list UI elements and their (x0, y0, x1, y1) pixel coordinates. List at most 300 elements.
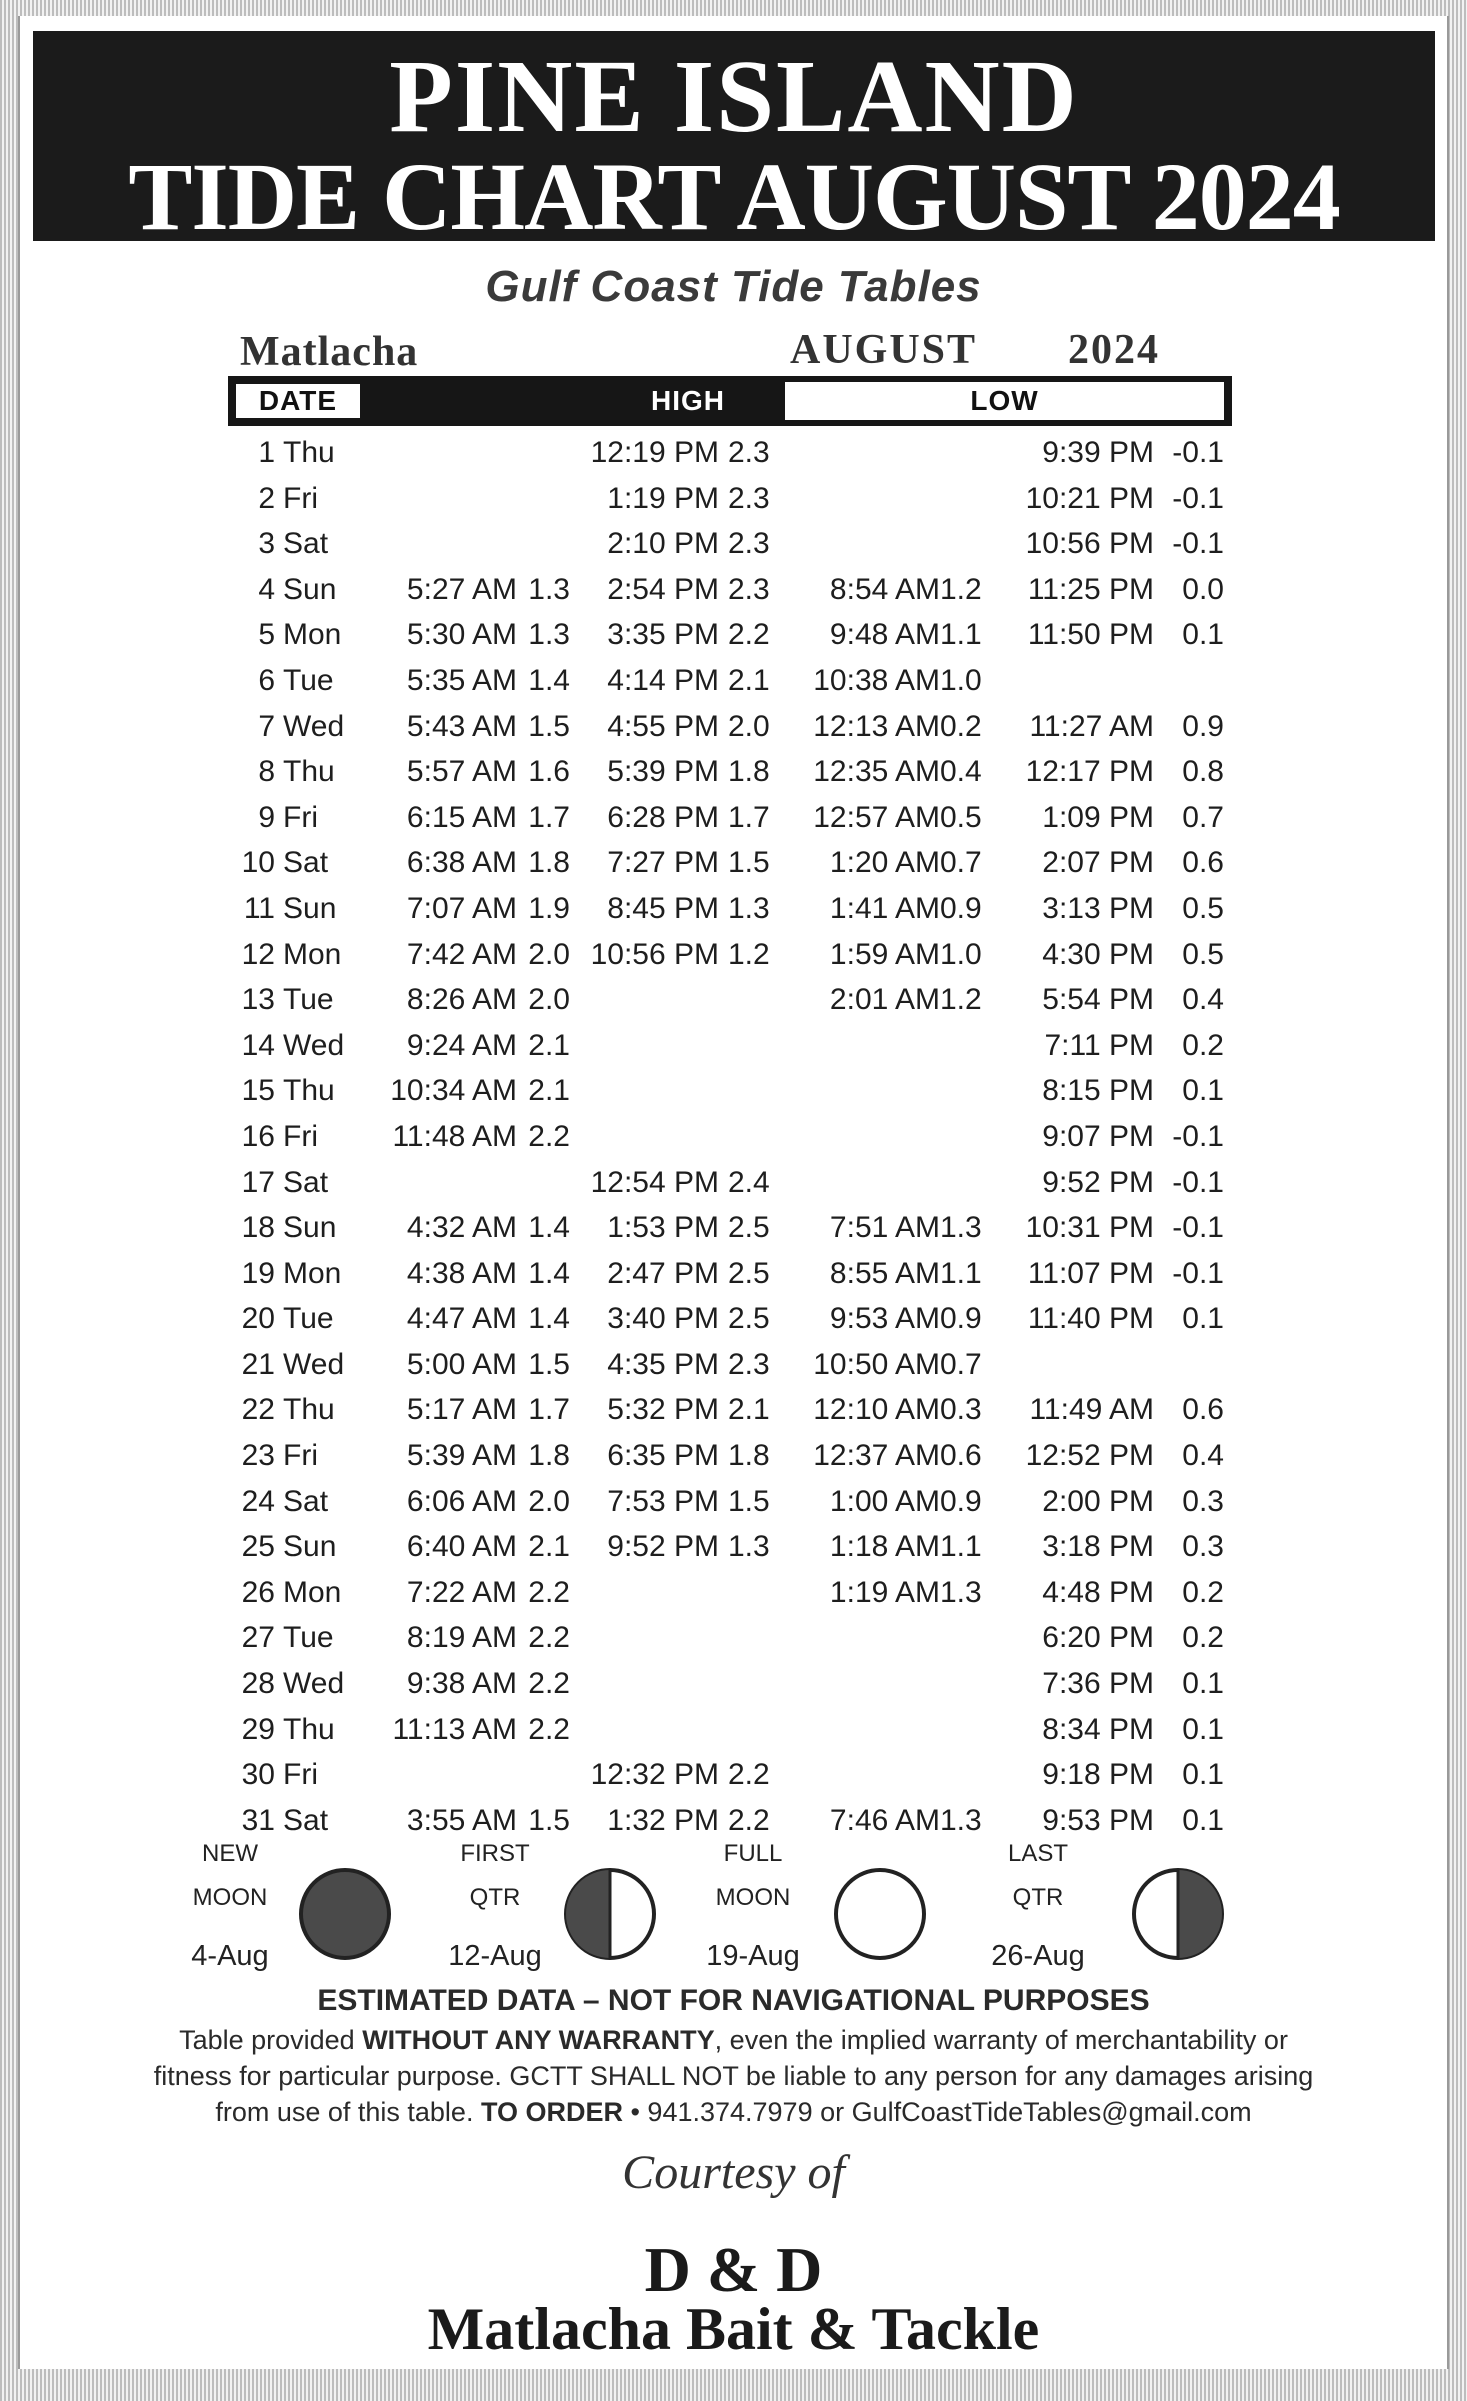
high-height-2: 2.3 (728, 527, 770, 561)
low-height-1: 1.2 (940, 572, 982, 606)
disclaimer-part: Table provided (179, 2025, 363, 2055)
high-time-1: 4:38 AM (406, 1256, 517, 1290)
day-number: 23 (241, 1439, 275, 1473)
low-height-1: 0.4 (940, 755, 982, 789)
table-row (0, 567, 1467, 613)
high-height-2: 1.8 (728, 1439, 770, 1473)
high-time-2: 1:32 PM (607, 1803, 719, 1837)
low-time-1: 7:51 AM (829, 1211, 940, 1245)
day-of-week: Fri (283, 1758, 318, 1792)
low-height-1: 0.5 (940, 800, 982, 834)
table-row (0, 1479, 1467, 1525)
high-time-1: 6:38 AM (406, 846, 517, 880)
high-height-2: 1.8 (728, 755, 770, 789)
moon-label-line2: QTR (469, 1884, 521, 1911)
day-of-week: Sat (283, 846, 329, 880)
high-time-2: 4:35 PM (607, 1347, 719, 1381)
moon-label-line2: QTR (1012, 1884, 1064, 1911)
day-number: 12 (241, 937, 275, 971)
high-height-2: 1.3 (728, 1530, 770, 1564)
disclaimer-warranty: WITHOUT ANY WARRANTY (362, 2025, 715, 2055)
low-time-2: 9:18 PM (1042, 1758, 1154, 1792)
high-time-1: 8:19 AM (406, 1621, 517, 1655)
low-height-1: 0.9 (940, 1302, 982, 1336)
day-number: 4 (258, 572, 275, 606)
low-height-1: 1.3 (940, 1803, 982, 1837)
day-of-week: Mon (283, 1575, 342, 1609)
location-label: Matlacha (240, 329, 419, 375)
table-row (0, 977, 1467, 1023)
table-row (0, 886, 1467, 932)
tide-table (0, 430, 1467, 1843)
high-time-2: 12:32 PM (590, 1758, 719, 1792)
day-of-week: Sun (283, 572, 337, 606)
moon-label-line1: LAST (1007, 1840, 1069, 1867)
table-header (228, 376, 1232, 426)
day-of-week: Tue (283, 1621, 334, 1655)
high-time-2: 7:27 PM (607, 846, 719, 880)
high-height-2: 2.3 (728, 481, 770, 515)
low-height-2: -0.1 (1172, 436, 1224, 469)
day-of-week: Sat (283, 1803, 329, 1837)
low-height-2: 0.5 (1182, 937, 1224, 971)
low-height-2: 0.3 (1182, 1484, 1224, 1518)
low-time-1: 1:00 AM (829, 1484, 940, 1518)
low-height-2: 0.1 (1182, 1712, 1224, 1746)
high-time-2: 6:28 PM (607, 800, 719, 834)
day-of-week: Tue (283, 983, 334, 1017)
table-row (0, 521, 1467, 567)
low-height-2: 0.6 (1182, 1393, 1224, 1427)
low-height-1: 1.0 (940, 937, 982, 971)
first-quarter-icon (562, 1866, 658, 1962)
low-time-2: 6:20 PM (1042, 1621, 1154, 1655)
high-time-1: 8:26 AM (406, 983, 517, 1017)
low-height-1: 1.1 (940, 1530, 982, 1564)
day-of-week: Thu (283, 1074, 335, 1108)
low-time-2: 8:34 PM (1042, 1712, 1154, 1746)
high-time-2: 5:32 PM (607, 1393, 719, 1427)
high-height-2: 2.4 (728, 1165, 770, 1199)
high-height-1: 1.5 (528, 1347, 570, 1381)
day-number: 20 (241, 1302, 275, 1336)
day-of-week: Tue (283, 1302, 334, 1336)
low-height-2: -0.1 (1172, 1119, 1224, 1153)
banner-line1: PINE ISLAND (389, 39, 1079, 154)
low-time-2: 11:50 PM (1027, 618, 1154, 652)
low-time-1: 9:48 AM (829, 618, 940, 652)
first-quarter-date: 12-Aug (448, 1940, 542, 1972)
low-time-2: 7:36 PM (1042, 1667, 1154, 1701)
last-quarter-icon (1130, 1866, 1226, 1962)
low-time-2: 4:48 PM (1042, 1575, 1154, 1609)
high-height-1: 1.8 (528, 1439, 570, 1473)
high-height-2: 2.2 (728, 618, 770, 652)
low-time-1: 1:59 AM (829, 937, 940, 971)
low-time-1: 1:41 AM (829, 891, 940, 925)
day-of-week: Sat (283, 1165, 329, 1199)
high-height-1: 1.7 (528, 1393, 570, 1427)
high-height-2: 2.5 (728, 1256, 770, 1290)
day-of-week: Sat (283, 1484, 329, 1518)
table-row (0, 612, 1467, 658)
high-time-1: 3:55 AM (406, 1803, 517, 1837)
low-time-1: 12:37 AM (813, 1439, 940, 1473)
low-time-1: 12:13 AM (813, 709, 940, 743)
high-height-1: 2.2 (528, 1119, 570, 1153)
low-height-1: 1.0 (940, 663, 982, 697)
high-height-1: 2.2 (528, 1667, 570, 1701)
high-time-1: 5:30 AM (406, 618, 517, 652)
low-time-2: 3:18 PM (1042, 1530, 1154, 1564)
high-time-1: 9:24 AM (406, 1028, 517, 1062)
low-time-2: 9:53 PM (1042, 1803, 1154, 1837)
table-row (0, 1068, 1467, 1114)
high-height-1: 1.7 (528, 800, 570, 834)
high-height-2: 2.0 (728, 709, 770, 743)
low-time-2: 7:11 PM (1044, 1028, 1154, 1062)
table-row (0, 1296, 1467, 1342)
high-height-1: 1.4 (528, 1256, 570, 1290)
low-time-2: 12:17 PM (1025, 755, 1154, 789)
full-moon-icon (832, 1866, 928, 1962)
day-of-week: Thu (283, 1712, 335, 1746)
day-of-week: Fri (283, 1119, 318, 1153)
low-height-2: 0.3 (1182, 1530, 1224, 1564)
day-number: 21 (241, 1347, 275, 1381)
high-height-1: 2.2 (528, 1575, 570, 1609)
low-time-2: 3:13 PM (1042, 891, 1154, 925)
day-of-week: Sun (283, 1530, 337, 1564)
low-time-1: 9:53 AM (829, 1302, 940, 1336)
low-time-1: 1:18 AM (829, 1530, 940, 1564)
low-time-2: 10:31 PM (1025, 1211, 1154, 1245)
table-row (0, 1524, 1467, 1570)
high-time-1: 7:07 AM (406, 891, 517, 925)
day-number: 13 (241, 983, 275, 1017)
high-time-2: 2:10 PM (607, 527, 719, 561)
day-number: 25 (241, 1530, 275, 1564)
day-of-week: Mon (283, 1256, 342, 1290)
low-height-2: 0.1 (1182, 1074, 1224, 1108)
sponsor-shop: Matlacha Bait & Tackle (427, 2296, 1040, 2362)
low-time-1: 1:19 AM (829, 1575, 940, 1609)
high-height-1: 1.4 (528, 1211, 570, 1245)
table-row (0, 1433, 1467, 1479)
day-number: 10 (241, 846, 275, 880)
low-height-2: -0.1 (1172, 1211, 1224, 1245)
table-row (0, 476, 1467, 522)
low-time-2: 10:56 PM (1025, 527, 1154, 561)
low-height-1: 0.9 (940, 891, 982, 925)
table-row (0, 749, 1467, 795)
high-time-2: 2:54 PM (607, 572, 719, 606)
day-number: 24 (241, 1484, 275, 1518)
title-banner (33, 31, 1435, 250)
low-height-2: 0.6 (1182, 846, 1224, 880)
high-time-2: 7:53 PM (607, 1484, 719, 1518)
high-time-1: 4:32 AM (406, 1211, 517, 1245)
low-time-2: 11:40 PM (1027, 1302, 1154, 1336)
header-low: LOW (970, 385, 1039, 416)
high-time-1: 9:38 AM (406, 1667, 517, 1701)
source-title: Gulf Coast Tide Tables (485, 262, 982, 311)
low-time-2: 9:07 PM (1042, 1119, 1154, 1153)
high-height-1: 1.4 (528, 663, 570, 697)
low-height-1: 0.9 (940, 1484, 982, 1518)
table-row (0, 1205, 1467, 1251)
high-height-1: 2.1 (528, 1530, 570, 1564)
low-time-2: 1:09 PM (1042, 800, 1154, 834)
low-time-2: 9:52 PM (1042, 1165, 1154, 1199)
high-time-1: 6:06 AM (406, 1484, 517, 1518)
day-of-week: Sat (283, 527, 329, 561)
low-time-2: 10:21 PM (1025, 481, 1154, 515)
day-of-week: Fri (283, 800, 318, 834)
day-number: 14 (241, 1028, 275, 1062)
new-moon-date: 4-Aug (191, 1940, 269, 1972)
high-height-2: 2.3 (728, 572, 770, 606)
low-height-2: 0.2 (1182, 1028, 1224, 1062)
low-height-2: 0.5 (1182, 891, 1224, 925)
high-time-2: 4:14 PM (607, 663, 719, 697)
high-height-2: 1.2 (728, 937, 770, 971)
table-row (0, 1615, 1467, 1661)
day-number: 31 (241, 1803, 275, 1837)
table-row (0, 658, 1467, 704)
disclaimer-text (150, 2022, 1317, 2130)
day-of-week: Thu (283, 1393, 335, 1427)
day-number: 26 (241, 1575, 275, 1609)
high-time-2: 1:53 PM (607, 1211, 719, 1245)
day-number: 11 (243, 891, 275, 925)
low-time-2: 4:30 PM (1042, 937, 1154, 971)
year-label: 2024 (1068, 327, 1160, 373)
low-height-1: 1.2 (940, 983, 982, 1017)
day-number: 3 (258, 527, 275, 561)
day-number: 6 (258, 663, 275, 697)
high-height-1: 2.2 (528, 1712, 570, 1746)
high-time-2: 3:35 PM (607, 618, 719, 652)
high-height-2: 2.5 (728, 1211, 770, 1245)
high-time-2: 12:54 PM (590, 1165, 719, 1199)
low-time-2: 11:25 PM (1027, 572, 1154, 606)
full-moon-date: 19-Aug (706, 1940, 800, 1972)
high-time-1: 10:34 AM (390, 1074, 517, 1108)
high-time-1: 11:13 AM (392, 1712, 517, 1746)
high-time-2: 9:52 PM (607, 1530, 719, 1564)
high-height-1: 2.0 (528, 937, 570, 971)
table-row (0, 704, 1467, 750)
moon-label-line1: FULL (723, 1840, 783, 1867)
banner-line2: TIDE CHART AUGUST 2024 (128, 143, 1340, 250)
low-height-1: 1.1 (940, 1256, 982, 1290)
high-time-1: 5:27 AM (406, 572, 517, 606)
day-number: 16 (241, 1119, 275, 1153)
high-height-2: 2.1 (728, 663, 770, 697)
high-height-1: 1.5 (528, 709, 570, 743)
low-time-1: 10:50 AM (813, 1347, 940, 1381)
high-time-1: 11:48 AM (392, 1119, 517, 1153)
low-time-2: 2:07 PM (1042, 846, 1154, 880)
low-height-2: -0.1 (1172, 527, 1224, 561)
day-of-week: Thu (283, 436, 335, 469)
first-quarter-label (435, 1832, 555, 1920)
last-quarter-label (978, 1832, 1098, 1920)
high-time-1: 5:39 AM (406, 1439, 517, 1473)
high-height-2: 1.3 (728, 891, 770, 925)
high-time-1: 5:43 AM (406, 709, 517, 743)
day-number: 5 (258, 618, 275, 652)
high-time-1: 7:22 AM (406, 1575, 517, 1609)
table-row (0, 1707, 1467, 1753)
low-time-1: 2:01 AM (829, 983, 940, 1017)
low-height-2: 0.1 (1182, 618, 1224, 652)
low-time-2: 2:00 PM (1042, 1484, 1154, 1518)
table-row (0, 1114, 1467, 1160)
high-height-1: 2.1 (528, 1074, 570, 1108)
moon-label-line2: MOON (192, 1884, 268, 1911)
low-height-2: 0.1 (1182, 1758, 1224, 1792)
moon-label-line2: MOON (715, 1884, 791, 1911)
day-of-week: Sun (283, 891, 337, 925)
low-height-2: 0.1 (1182, 1667, 1224, 1701)
high-height-2: 1.7 (728, 800, 770, 834)
low-height-1: 1.3 (940, 1211, 982, 1245)
low-height-1: 1.1 (940, 618, 982, 652)
table-row (0, 430, 1467, 476)
high-height-2: 2.3 (728, 1347, 770, 1381)
low-height-1: 0.7 (940, 846, 982, 880)
high-height-1: 1.9 (528, 891, 570, 925)
table-row (0, 932, 1467, 978)
high-time-1: 7:42 AM (406, 937, 517, 971)
high-height-1: 2.0 (528, 1484, 570, 1518)
day-of-week: Wed (283, 709, 345, 743)
high-height-1: 2.2 (528, 1621, 570, 1655)
month-label: AUGUST (790, 327, 978, 373)
day-of-week: Wed (283, 1347, 345, 1381)
high-height-2: 2.2 (728, 1758, 770, 1792)
low-time-2: 5:54 PM (1042, 983, 1154, 1017)
high-height-1: 2.1 (528, 1028, 570, 1062)
low-height-2: 0.2 (1182, 1575, 1224, 1609)
high-time-2: 10:56 PM (590, 937, 719, 971)
high-time-2: 2:47 PM (607, 1256, 719, 1290)
day-of-week: Wed (283, 1667, 345, 1701)
day-number: 2 (258, 481, 275, 515)
low-time-1: 8:55 AM (829, 1256, 940, 1290)
low-height-2: 0.2 (1182, 1621, 1224, 1655)
high-height-1: 1.6 (528, 755, 570, 789)
day-number: 17 (241, 1165, 275, 1199)
last-quarter-date: 26-Aug (991, 1940, 1085, 1972)
day-number: 1 (258, 436, 275, 469)
high-time-2: 1:19 PM (607, 481, 719, 515)
low-height-1: 0.2 (940, 709, 982, 743)
table-row (0, 1251, 1467, 1297)
low-time-1: 8:54 AM (829, 572, 940, 606)
high-time-1: 5:17 AM (406, 1393, 517, 1427)
high-time-1: 5:57 AM (406, 755, 517, 789)
low-height-2: 0.9 (1182, 709, 1224, 743)
high-time-1: 5:00 AM (406, 1347, 517, 1381)
disclaimer-heading: ESTIMATED DATA – NOT FOR NAVIGATIONAL PURPOSES (317, 1984, 1150, 2017)
low-height-2: 0.7 (1182, 800, 1224, 834)
high-height-2: 2.5 (728, 1302, 770, 1336)
new-moon-label (170, 1832, 290, 1920)
low-height-1: 0.7 (940, 1347, 982, 1381)
high-time-2: 12:19 PM (590, 436, 719, 469)
table-row (0, 1752, 1467, 1798)
low-time-2: 11:27 AM (1029, 709, 1154, 743)
high-height-2: 2.3 (728, 436, 770, 469)
day-number: 28 (241, 1667, 275, 1701)
disclaimer-contact: • 941.374.7979 or GulfCoastTideTables@gmail.com (622, 2097, 1252, 2127)
high-time-2: 5:39 PM (607, 755, 719, 789)
header-date: DATE (236, 384, 360, 418)
disclaimer-part: , even the implied warranty of merchantability or fitness for particular purpose. GCTT SHALL NOT be liable to any person for any damages arising from use of this table. (153, 2025, 1314, 2127)
disclaimer-order: TO ORDER (480, 2097, 623, 2127)
low-time-2: 11:07 PM (1027, 1256, 1154, 1290)
high-height-1: 1.4 (528, 1302, 570, 1336)
low-height-2: -0.1 (1172, 1256, 1224, 1290)
low-height-2: 0.4 (1182, 1439, 1224, 1473)
moon-label-line1: FIRST (460, 1840, 530, 1867)
new-moon-icon (297, 1866, 393, 1962)
high-height-1: 1.8 (528, 846, 570, 880)
low-height-2: -0.1 (1172, 1165, 1224, 1199)
table-row (0, 840, 1467, 886)
day-of-week: Tue (283, 663, 334, 697)
table-row (0, 1160, 1467, 1206)
courtesy-label: Courtesy of (622, 2146, 845, 2199)
high-height-1: 1.3 (528, 572, 570, 606)
day-number: 15 (241, 1074, 275, 1108)
low-time-2: 12:52 PM (1025, 1439, 1154, 1473)
low-time-1: 12:10 AM (813, 1393, 940, 1427)
table-row (0, 1023, 1467, 1069)
day-number: 9 (258, 800, 275, 834)
day-number: 19 (241, 1256, 275, 1290)
low-height-2: 0.0 (1182, 572, 1224, 606)
low-height-1: 0.6 (940, 1439, 982, 1473)
table-row (0, 1387, 1467, 1433)
moon-phases (0, 1840, 1467, 1976)
low-height-2: 0.4 (1182, 983, 1224, 1017)
low-height-1: 0.3 (940, 1393, 982, 1427)
day-of-week: Fri (283, 481, 318, 515)
low-time-1: 7:46 AM (829, 1803, 940, 1837)
table-row (0, 795, 1467, 841)
high-height-2: 2.2 (728, 1803, 770, 1837)
high-time-1: 6:40 AM (406, 1530, 517, 1564)
high-height-2: 1.5 (728, 1484, 770, 1518)
day-number: 27 (241, 1621, 275, 1655)
high-height-1: 1.3 (528, 618, 570, 652)
high-height-1: 1.5 (528, 1803, 570, 1837)
high-time-1: 4:47 AM (406, 1302, 517, 1336)
high-time-2: 4:55 PM (607, 709, 719, 743)
day-of-week: Thu (283, 755, 335, 789)
low-height-2: 0.8 (1182, 755, 1224, 789)
low-time-2: 9:39 PM (1042, 436, 1154, 469)
high-time-2: 6:35 PM (607, 1439, 719, 1473)
day-of-week: Sun (283, 1211, 337, 1245)
high-height-2: 1.5 (728, 846, 770, 880)
low-time-1: 1:20 AM (829, 846, 940, 880)
low-height-2: -0.1 (1172, 481, 1224, 515)
